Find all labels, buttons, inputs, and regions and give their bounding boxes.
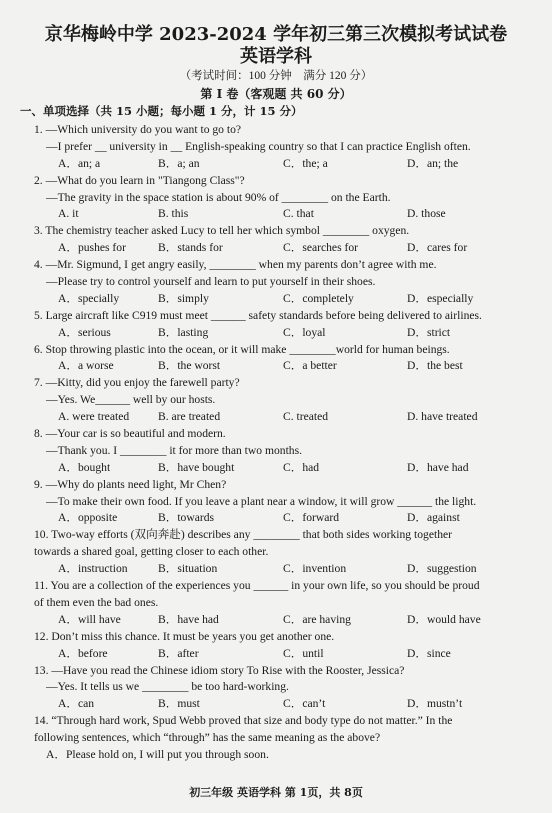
answer-option: D．suggestion bbox=[407, 562, 477, 576]
answer-option: D．against bbox=[407, 511, 460, 525]
answer-option: C．the; a bbox=[283, 156, 328, 170]
question-item bbox=[0, 342, 552, 376]
question-line: —Yes. We______ well by our hosts. bbox=[46, 393, 216, 407]
question-line: following sentences, which “through” has the same meaning as the above? bbox=[34, 731, 381, 745]
answer-option: C. that bbox=[283, 207, 314, 221]
answer-option: D．mustn’t bbox=[407, 697, 463, 711]
question-stem: 3. The chemistry teacher asked Lucy to tell her which symbol ________ oxygen. bbox=[34, 224, 410, 238]
answer-option: D．have had bbox=[407, 460, 469, 474]
answer-option: B．after bbox=[158, 646, 199, 660]
option-row bbox=[0, 561, 552, 578]
question-line: —Yes. It tells us we ________ be too hard-working. bbox=[46, 680, 289, 694]
question-item bbox=[0, 527, 552, 578]
question-item bbox=[0, 257, 552, 308]
answer-option: A．serious bbox=[58, 325, 111, 339]
question-stem: 13. —Have you read the Chinese idiom story To Rise with the Rooster, Jessica? bbox=[34, 663, 405, 677]
answer-option: D．the best bbox=[407, 359, 463, 373]
answer-option: B．simply bbox=[158, 291, 209, 305]
answer-option: D．would have bbox=[407, 612, 481, 626]
question-line: —Thank you. I ________ it for more than two months. bbox=[46, 443, 302, 457]
answer-option: D．especially bbox=[407, 291, 474, 305]
option-row bbox=[0, 460, 552, 477]
question-stem: 1. —Which university do you want to go to? bbox=[34, 123, 242, 136]
answer-option: C．are having bbox=[283, 612, 351, 626]
answer-option: B．the worst bbox=[158, 359, 221, 373]
part-title: 第 I 卷（客观题 共 60 分） bbox=[200, 87, 352, 101]
page-footer: 初三年级 英语学科 第 1页，共 8页 bbox=[189, 786, 363, 799]
answer-option: B．have had bbox=[158, 612, 219, 626]
question-item bbox=[0, 578, 552, 629]
option-row bbox=[0, 612, 552, 629]
option-row bbox=[0, 240, 552, 257]
question-item bbox=[0, 426, 552, 477]
answer-option: B．a; an bbox=[158, 156, 200, 170]
answer-option: A．opposite bbox=[58, 511, 118, 525]
option-row bbox=[0, 646, 552, 663]
question-line: of them even the bad ones. bbox=[34, 595, 159, 609]
question-item bbox=[0, 713, 552, 764]
option-row bbox=[0, 325, 552, 342]
option-row bbox=[0, 206, 552, 223]
answer-option: C．until bbox=[283, 646, 324, 660]
question-stem: 7. —Kitty, did you enjoy the farewell party? bbox=[34, 376, 240, 390]
subject-title: 英语学科 bbox=[240, 46, 312, 67]
answer-option: C．a better bbox=[283, 359, 337, 373]
option-row bbox=[0, 696, 552, 713]
answer-option: C．had bbox=[283, 460, 320, 474]
answer-option: A．specially bbox=[58, 291, 120, 305]
option-row bbox=[0, 510, 552, 527]
option-row bbox=[0, 358, 552, 375]
question-item bbox=[0, 173, 552, 224]
answer-option: A．a worse bbox=[58, 359, 114, 373]
answer-option: C．completely bbox=[283, 291, 354, 305]
question-stem: 12. Don’t miss this chance. It must be years you get another one. bbox=[34, 629, 335, 643]
answer-option: B．towards bbox=[158, 511, 215, 525]
answer-option: D．cares for bbox=[407, 241, 468, 255]
answer-option: A．pushes for bbox=[58, 241, 126, 255]
question-line: towards a shared goal, getting closer to each other. bbox=[34, 545, 269, 559]
question-list bbox=[0, 122, 552, 764]
question-stem: 2. —What do you learn in "Tiangong Class"? bbox=[34, 173, 245, 187]
answer-option: B．have bought bbox=[158, 460, 235, 474]
option-row bbox=[0, 291, 552, 308]
answer-option: A．an; a bbox=[58, 156, 101, 170]
answer-option: D．since bbox=[407, 646, 451, 660]
answer-option: B. this bbox=[158, 207, 189, 221]
answer-option: B．lasting bbox=[158, 325, 209, 339]
question-item bbox=[0, 223, 552, 257]
question-line: —To make their own food. If you leave a plant near a window, it will grow ______ the light. bbox=[46, 494, 477, 508]
answer-option: A. it bbox=[58, 207, 79, 221]
answer-option: B．stands for bbox=[158, 241, 223, 255]
option-row bbox=[0, 156, 552, 173]
answer-option: B. are treated bbox=[158, 410, 221, 424]
question-stem: 10. Two-way efforts (双向奔赴) describes any ________ that both sides working together bbox=[34, 528, 452, 542]
question-item bbox=[0, 629, 552, 663]
question-item bbox=[0, 663, 552, 714]
answer-option: A. were treated bbox=[58, 410, 130, 424]
question-item bbox=[0, 477, 552, 528]
answer-option: C．can’t bbox=[283, 697, 326, 711]
answer-option: C．loyal bbox=[283, 325, 326, 339]
answer-option: D. those bbox=[407, 207, 446, 221]
answer-option: C．searches for bbox=[283, 241, 359, 255]
answer-option: C．invention bbox=[283, 562, 347, 576]
answer-option: A．before bbox=[58, 646, 108, 660]
question-stem: 11. You are a collection of the experiences you ______ in your own life, so you should be proud bbox=[34, 579, 480, 593]
answer-option: A．bought bbox=[58, 460, 111, 474]
question-item bbox=[0, 122, 552, 173]
exam-title: 京华梅岭中学 2023-2024 学年初三第三次模拟考试试卷 bbox=[44, 24, 508, 45]
answer-option: C. treated bbox=[283, 410, 329, 424]
question-stem: 4. —Mr. Sigmund, I get angry easily, ________ when my parents don’t agree with me. bbox=[34, 258, 437, 272]
question-line: —I prefer __ university in __ English-speaking country so that I can practice English often. bbox=[46, 139, 471, 153]
question-stem: 8. —Your car is so beautiful and modern. bbox=[34, 427, 226, 441]
answer-option: B．situation bbox=[158, 562, 218, 576]
question-stem: 6. Stop throwing plastic into the ocean, or it will make ________world for human beings. bbox=[34, 342, 450, 356]
section-heading: 一、单项选择（共 15 小题；每小题 1 分，计 15 分） bbox=[20, 104, 303, 118]
answer-option: A．can bbox=[58, 697, 95, 711]
answer-option: D．an; the bbox=[407, 156, 459, 170]
exam-info: （考试时间：100 分钟 满分 120 分） bbox=[179, 70, 373, 82]
answer-option: A．instruction bbox=[58, 562, 128, 576]
question-stem: 14. “Through hard work, Spud Webb proved that size and body type do not matter.” In the bbox=[34, 714, 453, 728]
option-row bbox=[0, 409, 552, 426]
question-stem: 5. Large aircraft like C919 must meet ______ safety standards before being delivered to airlines. bbox=[34, 308, 482, 322]
answer-option: D．strict bbox=[407, 325, 451, 339]
question-line: —Please try to control yourself and learn to put yourself in their shoes. bbox=[46, 275, 376, 289]
answer-option: C．forward bbox=[283, 511, 340, 525]
question-line: —The gravity in the space station is about 90% of ________ on the Earth. bbox=[46, 190, 391, 204]
question-line: A．Please hold on, I will put you through soon. bbox=[46, 747, 269, 761]
answer-option: A．will have bbox=[58, 612, 121, 626]
question-item bbox=[0, 308, 552, 342]
answer-option: B．must bbox=[158, 697, 200, 711]
answer-option: D. have treated bbox=[407, 410, 478, 424]
question-item bbox=[0, 375, 552, 426]
question-stem: 9. —Why do plants need light, Mr Chen? bbox=[34, 477, 227, 491]
